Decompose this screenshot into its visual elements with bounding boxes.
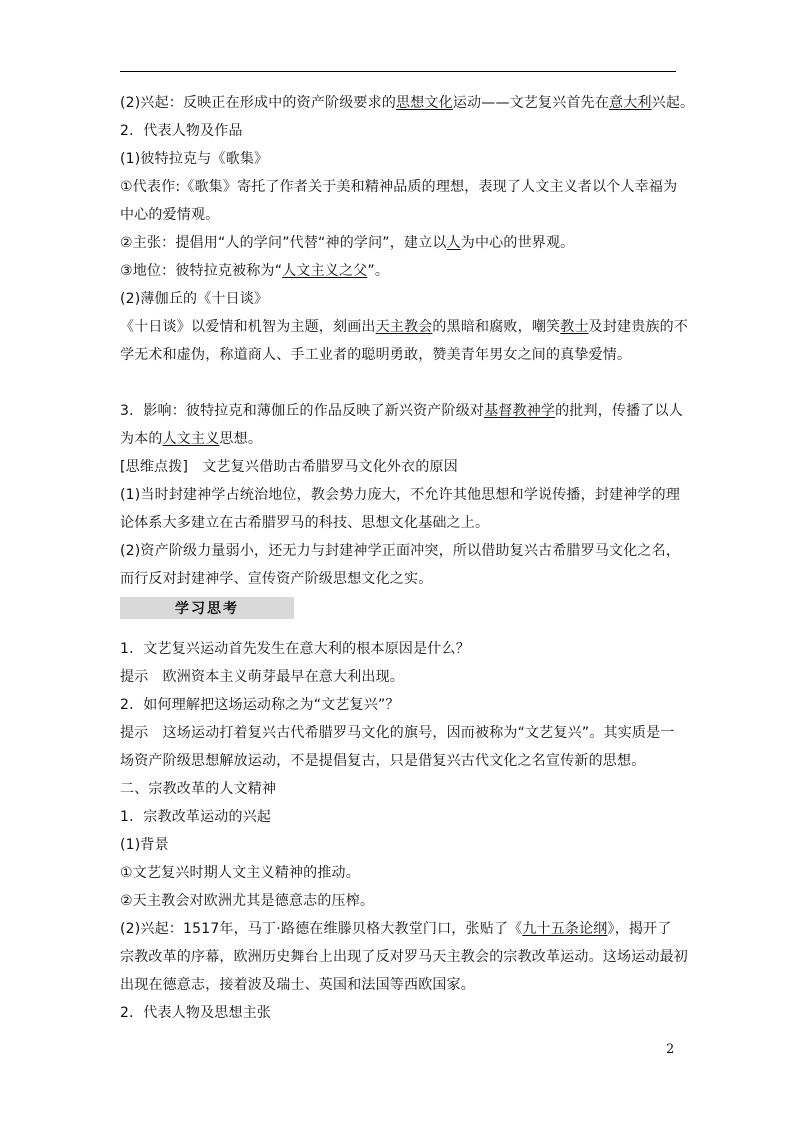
paragraph: 而行反对封建神学、宣传资产阶级思想文化之实。 [120, 571, 433, 587]
subheading: 1．宗教改革运动的兴起 [120, 809, 272, 825]
underlined-term: 意大利 [609, 95, 652, 111]
text-run: 运动——文艺复兴首先在 [452, 95, 610, 111]
answer: 场资产阶级思想解放运动，不是提倡复古，只是借复兴古代文化之名宣传新的思想。 [120, 753, 646, 769]
text-run: 《十日谈》以爱情和机智为主题，刻画出 [120, 319, 376, 335]
paragraph [120, 317, 689, 337]
underlined-term: 人 [446, 235, 461, 251]
paragraph: ②天主教会对欧洲尤其是德意志的压榨。 [120, 893, 375, 909]
page-number: 2 [666, 1042, 675, 1057]
text-run: ②主张：提倡用“人的学问”代替“神的学问”，建立以 [120, 235, 447, 251]
subheading: (1)背景 [120, 837, 169, 853]
answer: 提示 欧洲资本主义萌芽最早在意大利出现。 [120, 669, 404, 685]
paragraph [120, 233, 680, 253]
paragraph: 论体系大多建立在古希腊罗马的科技、思想文化基础之上。 [120, 515, 490, 531]
header-rule [120, 71, 676, 72]
text-run: (2)兴起：反映正在形成中的资产阶级要求的 [120, 95, 397, 111]
section-title: 学习思考 [175, 601, 239, 617]
paragraph: 出现在德意志，接着波及瑞士、英国和法国等西欧国家。 [120, 977, 475, 993]
paragraph: (1)当时封建神学占统治地位，教会势力庞大，不允许其他思想和学说传播，封建神学的理 [120, 487, 681, 503]
text-run: 的批判，传播了以人 [555, 403, 683, 419]
subheading: 2．代表人物及思想主张 [120, 1005, 272, 1021]
paragraph: 中心的爱情观。 [120, 207, 220, 223]
text-run: 及封建贵族的不 [588, 319, 689, 335]
text-run: 为本的 [120, 431, 163, 447]
underlined-term: 教士 [560, 319, 589, 335]
subheading: (2)薄伽丘的《十日谈》 [120, 291, 269, 307]
document-body [120, 93, 695, 1031]
tip-heading: [思维点拨] 文艺复兴借助古希腊罗马文化外衣的原因 [120, 459, 458, 475]
underlined-term: 人文主义之父 [282, 263, 368, 279]
paragraph [120, 919, 680, 939]
underlined-term: 人文主义 [162, 431, 220, 447]
paragraph: (2)资产阶级力量弱小，还无力与封建神学正面冲突，所以借助复兴古希腊罗马文化之名， [120, 543, 681, 559]
answer: 提示 这场运动打着复兴古代希腊罗马文化的旗号，因而被称为“文艺复兴”。其实质是一 [120, 725, 675, 741]
paragraph: 学无术和虚伪，称道商人、手工业者的聪明勇敢，赞美青年男女之间的真挚爱情。 [120, 347, 632, 363]
paragraph: ①代表作:《歌集》寄托了作者关于美和精神品质的理想，表现了人文主义者以个人幸福为 [120, 179, 678, 195]
underlined-term: 基督教神学 [484, 403, 556, 419]
paragraph: ①文艺复兴时期人文主义精神的推动。 [120, 865, 360, 881]
subheading: (1)彼特拉克与《歌集》 [120, 151, 269, 167]
paragraph [120, 429, 680, 449]
text-run: ③地位：彼特拉克被称为“ [120, 263, 283, 279]
text-run: ”。 [367, 263, 390, 279]
paragraph: 宗教改革的序幕，欧洲历史舞台上出现了反对罗马天主教会的宗教改革运动。这场运动最初 [120, 949, 688, 965]
text-run: 兴起。 [651, 95, 695, 111]
text-run: 思想。 [219, 431, 263, 447]
text-run: 为中心的世界观。 [460, 235, 575, 251]
underlined-term: 九十五条论纲 [522, 921, 608, 937]
text-run: 的黑暗和腐败，嘲笑 [432, 319, 561, 335]
text-run: (2)兴起：1517年，马丁·路德在维滕贝格大教堂门口，张贴了《 [120, 921, 523, 937]
section-heading: 二、宗教改革的人文精神 [120, 781, 277, 797]
question: 1．文艺复兴运动首先发生在意大利的根本原因是什么？ [120, 641, 470, 657]
text-run: 3．影响：彼特拉克和薄伽丘的作品反映了新兴资产阶级对 [120, 403, 485, 419]
underlined-term: 思想文化 [396, 95, 453, 111]
underlined-term: 天主教会 [375, 319, 433, 335]
paragraph [120, 261, 680, 281]
spacer [120, 373, 680, 393]
text-run: 》，揭开了 [607, 921, 672, 937]
paragraph [120, 401, 683, 421]
question: 2．如何理解把这场运动称之为“文艺复兴”？ [120, 697, 400, 713]
section-title-box [120, 597, 294, 619]
subheading: 2．代表人物及作品 [120, 123, 243, 139]
paragraph [120, 93, 695, 113]
